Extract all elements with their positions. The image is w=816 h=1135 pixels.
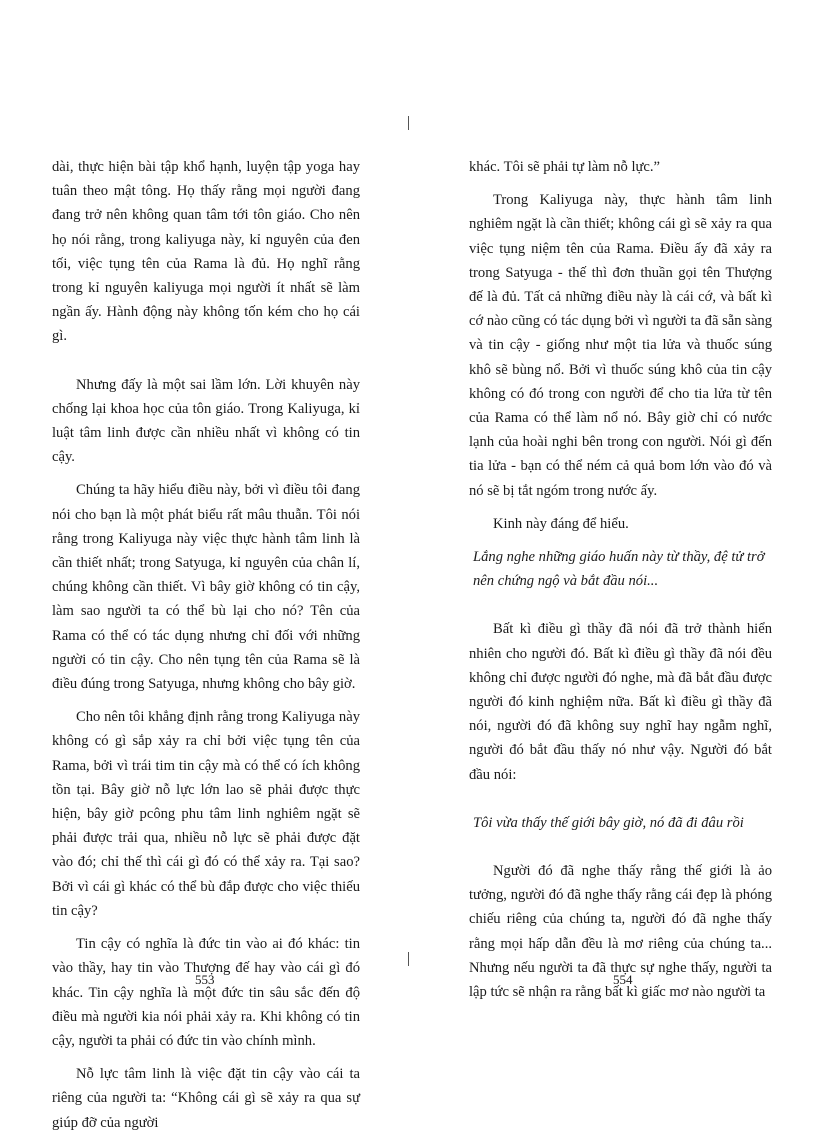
paragraph: Cho nên tôi khẳng định rằng trong Kaliyuga này không có gì sắp xảy ra chỉ bởi việc tụng tên của Rama, bởi vì trái tim tin cậy mà có thể có ích không tồn tại. Bây giờ nỗ lực lớn lao sẽ phải được thực hiện, bây giờ pcông phu tâm linh nghiêm ngặt sẽ phải được trải qua, nhiều nỗ lực sẽ phải được đặt vào đó; chỉ thế thì cái gì đó có thể xảy ra. Tại sao? Bởi vì cái gì khác có thể bù đắp được cho việc thiếu tin cậy? [52,709,360,919]
paragraph: Tin cậy có nghĩa là đức tin vào ai đó khác: tin vào thầy, hay tin vào Thượng đế hay vào cái gì đó khác. Tin cậy nghĩa là một đức tin sâu sắc đến độ điều mà người kia nói phải xảy ra. Khi không có tin cậy, người ta phải có đức tin vào chính mình. [52,936,360,1049]
paragraph: dài, thực hiện bài tập khổ hạnh, luyện tập yoga hay tuân theo mật tông. Họ thấy rằng mọi người đang đang trở nên không quan tâm tới tôn giáo. Cho nên họ nói rằng, trong kaliyuga này, kỉ nguyên của đen tối, việc tụng tên của Rama là đủ. Họ nghĩ rằng trong kỉ nguyên kaliyuga mọi người ít nhất sẽ làm ngần ấy. Hành động này không tốn kém cho họ cái gì. [52,159,360,345]
sutra-quote: Lắng nghe những giáo huấn này từ thầy, đệ tử trở nên chứng ngộ và bắt đầu nói... [473,549,765,590]
paragraph: khác. Tôi sẽ phải tự làm nỗ lực.” [469,159,661,175]
paragraph: Chúng ta hãy hiểu điều này, bởi vì điều tôi đang nói cho bạn là một phát biểu rất mâu thuẫn. Tôi nói rằng trong Kaliyuga này việc thực hành tâm linh là cần thiết nhất; trong Satyuga, kỉ nguyên của chân lí, chúng không cần thiết. Vì bây giờ không có tin cậy, làm sao người ta có thể bù lại cho nó? Tên của Rama có thể có tác dụng nhưng chỉ đối với những người có tin cậy. Cho nên tụng tên của Rama sẽ là điều đúng trong Satyuga, nhưng không cho bây giờ. [52,482,360,693]
paragraph: Nỗ lực tâm linh là việc đặt tin cậy vào cái ta riêng của người ta: “Không cái gì sẽ xảy ra qua sự giúp đỡ của người [52,1066,360,1131]
page-number-left: 553 [195,972,215,987]
page-number-right: 554 [613,972,633,987]
paragraph: Người đó đã nghe thấy rằng thế giới là ảo tưởng, người đó đã nghe thấy rằng cái đẹp là phóng chiếu riêng của chúng ta, người đó đã nghe thấy rằng mọi hấp dẫn đều là mơ riêng của chúng ta... Nhưng nếu người ta đã thực sự nghe thấy, người ta lập tức sẽ nhận ra rằng bất kì giấc mơ nào người ta [469,863,772,1001]
paragraph: Trong Kaliyuga này, thực hành tâm linh nghiêm ngặt là cần thiết; không cái gì sẽ xảy ra qua việc tụng niệm tên của Rama. Điều ấy đã xảy ra trong Satyuga - thế thì đơn thuần gọi tên Thượng đế là đủ. Tất cả những điều này là cái cớ, và bất kì cớ nào cũng có tác dụng bởi vì người ta đã sẵn sàng và tin cậy - giống như một tia lửa và thuốc súng khô sẽ bùng nổ. Bởi vì thuốc súng khô của tin cậy không có đó trong con người để cho tia lửa từ tên của Rama có thể làm nổ nó. Bây giờ chỉ có nước lạnh của hoài nghi bên trong con người. Nói gì đến tia lửa - bạn có thể ném cả quả bom lớn vào đó và nó sẽ bị tắt ngóm trong nước ấy. [469,192,772,499]
fold-mark-bottom [408,952,409,966]
paragraph: Kinh này đáng để hiểu. [493,515,629,532]
paragraph: Nhưng đấy là một sai lầm lớn. Lời khuyên này chống lại khoa học của tôn giáo. Trong Kaliyuga, kỉ luật tâm linh được cần nhiều nhất vì không có tin cậy. [52,376,360,466]
sutra-quote: Tôi vừa thấy thế giới bây giờ, nó đã đi đâu rồi [473,814,744,831]
paragraph: Bất kì điều gì thầy đã nói đã trở thành hiển nhiên cho người đó. Bất kì điều gì thầy đã nói đều không chỉ được người đó nghe, mà đã bắt đầu được người đó kinh nghiệm nữa. Bất kì điều gì thầy đã nói, người đó đã không suy nghĩ hay ngẫm nghĩ, người đó bắt đầu thấy nó như vậy. Người đó bắt đầu nói: [469,621,772,783]
fold-mark-top [408,116,409,130]
right-page [469,155,772,1004]
